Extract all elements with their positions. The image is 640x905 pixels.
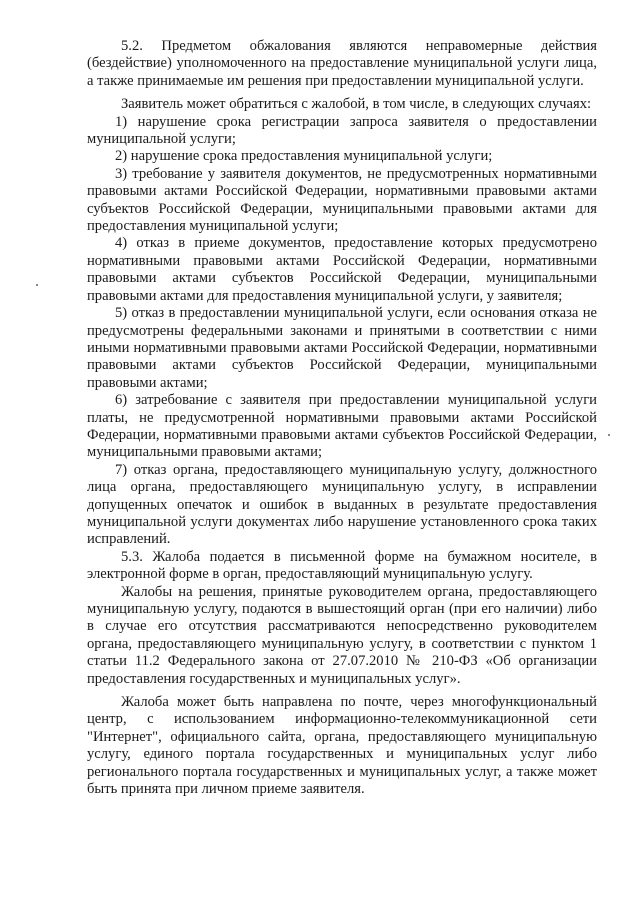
list-item-1: 1) нарушение срока регистрации запроса заявителя о предоставлении муниципальной услуги; bbox=[87, 113, 597, 148]
list-item-4: 4) отказ в приеме документов, предоставление которых предусмотрено нормативными правовыми актами Российской Федерации, нормативными правовыми актами субъектов Российской Федерации, муниципальными правовыми актами для предоставления муниципальной услуги, у заявителя; bbox=[87, 235, 597, 304]
paragraph-submission-channels: Жалоба может быть направлена по почте, через многофункциональный центр, с использованием информационно-телекоммуникационной сети "Интернет", официального сайта, органа, предоставляющего муниципальную услугу, единого портала государственных и муниципальных услуг либо регионального портала государственных и муниципальных услуг, а также может быть принята при личном приеме заявителя. bbox=[87, 694, 597, 798]
list-item-3: 3) требование у заявителя документов, не предусмотренных нормативными правовыми актами Российской Федерации, нормативными правовыми актами субъектов Российской Федерации, муниципальными правовыми актами для предоставления муниципальной услуги; bbox=[87, 165, 597, 235]
paragraph-complaints-on-decisions: Жалобы на решения, принятые руководителем органа, предоставляющего муниципальную услугу, подаются в вышестоящий орган (при его наличии) либо в случае его отсутствия рассматриваются непосредственно руководителем органа, предоставляющего муниципальную услугу, в соответствии с пунктом 1 статьи 11.2 Федерального закона от 27.07.2010 № 210-ФЗ «Об организации предоставления государственных и муниципальных услуг». bbox=[87, 583, 597, 687]
list-item-6: 6) затребование с заявителя при предоставлении муниципальной услуги платы, не предусмотренной нормативными правовыми актами Российской Федерации, нормативными правовыми актами субъектов Российской Федерации, муниципальными правовыми актами; bbox=[87, 392, 597, 461]
paragraph-cases-intro: Заявитель может обратиться с жалобой, в том числе, в следующих случаях: bbox=[121, 96, 592, 113]
paragraph-5-3: 5.3. Жалоба подается в письменной форме на бумажном носителе, в электронной форме в орган, предоставляющий муниципальную услугу. bbox=[87, 548, 597, 583]
list-item-7: 7) отказ органа, предоставляющего муниципальную услугу, должностного лица органа, предоставляющего муниципальную услугу, в исправлении допущенных опечаток и ошибок в выданных в результате предоставления муниципальной услуги документах либо нарушение установленного срока таких исправлений. bbox=[87, 461, 597, 548]
list-item-5: 5) отказ в предоставлении муниципальной услуги, если основания отказа не предусмотрены федеральными законами и принятыми в соответствии с ними иными нормативными правовыми актами Российской Федерации, нормативными правовыми актами субъектов Российской Федерации, муниципальными правовыми актами; bbox=[87, 305, 597, 391]
scan-speck bbox=[608, 434, 610, 436]
document-body bbox=[87, 38, 597, 798]
list-item-2: 2) нарушение срока предоставления муниципальной услуги; bbox=[115, 148, 493, 165]
scan-speck bbox=[36, 284, 38, 286]
paragraph-5-2: 5.2. Предметом обжалования являются неправомерные действия (бездействие) уполномоченного на предоставление муниципальной услуги лица, а также принимаемые им решения при предоставлении муниципальной услуги. bbox=[87, 38, 597, 89]
